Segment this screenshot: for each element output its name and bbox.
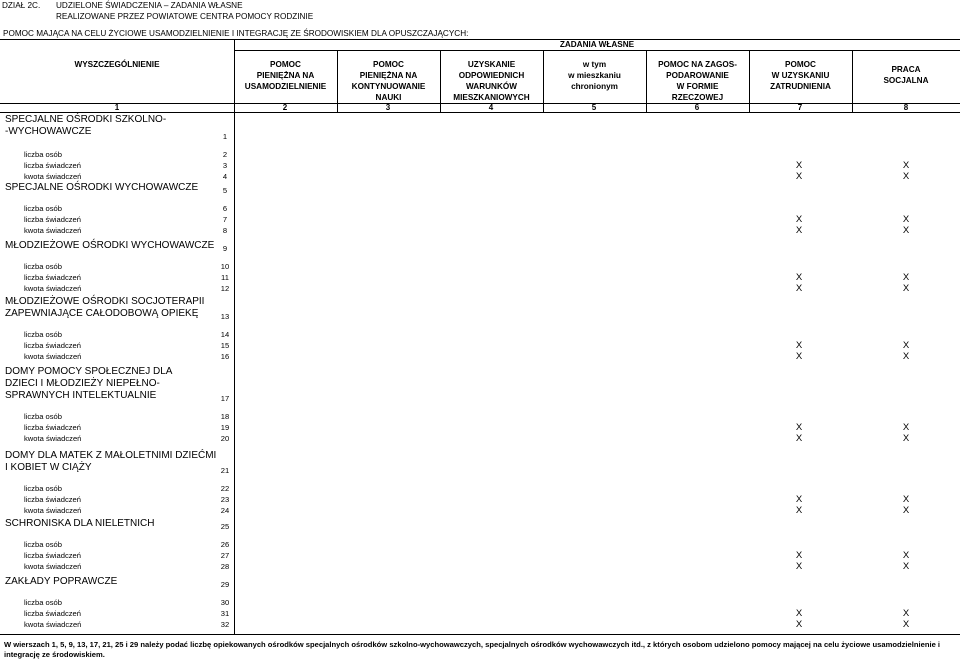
- sub-row-label: liczba świadczeń: [24, 551, 81, 560]
- x-mark: X: [795, 340, 803, 351]
- row-number: 8: [222, 226, 228, 235]
- footnote: W wierszach 1, 5, 9, 13, 17, 21, 25 i 29 należy podać liczbę opiekowanych ośrodków specjalnych ośrodków szkolno-wychowawczych, specjalnych ośrodków wychowawczych itd., z których osobom udzielono pomocy mającej na celu życiowe usamodzielnienie i integrację ze środowiskiem.: [4, 640, 941, 659]
- row-number: 1: [222, 132, 228, 141]
- category-label: SCHRONISKA DLA NIELETNICH: [5, 518, 155, 529]
- col-header-7: PRACA SOCJALNA: [883, 65, 929, 85]
- sub-row-label: kwota świadczeń: [24, 434, 82, 443]
- x-mark: X: [902, 619, 910, 630]
- x-mark: X: [795, 505, 803, 516]
- x-mark: X: [902, 608, 910, 619]
- col-header-6: POMOC W UZYSKANIU ZATRUDNIENIA: [770, 60, 831, 91]
- sub-row-label: kwota świadczeń: [24, 226, 82, 235]
- sub-row-label: liczba świadczeń: [24, 423, 81, 432]
- x-mark: X: [902, 340, 910, 351]
- sub-row-label: liczba osób: [24, 204, 62, 213]
- row-number: 10: [220, 262, 230, 271]
- x-mark: X: [902, 422, 910, 433]
- row-number: 29: [220, 580, 230, 589]
- row-number: 28: [220, 562, 230, 571]
- x-mark: X: [795, 214, 803, 225]
- row-number: 19: [220, 423, 230, 432]
- sub-row-label: liczba osób: [24, 412, 62, 421]
- col-header-1: POMOC PIENIĘŻNA NA USAMODZIELNIENIE: [244, 60, 327, 91]
- sub-row-label: liczba osób: [24, 598, 62, 607]
- x-mark: X: [795, 433, 803, 444]
- row-number: 9: [222, 244, 228, 253]
- section-title: UDZIELONE ŚWIADCZENIA – ZADANIA WŁASNE: [56, 1, 243, 10]
- x-mark: X: [795, 225, 803, 236]
- sub-row-label: kwota świadczeń: [24, 562, 82, 571]
- table-intro: POMOC MAJĄCA NA CELU ŻYCIOWE USAMODZIELNIENIE I INTEGRACJĘ ZE ŚRODOWISKIEM DLA OPUSZCZAJĄCYCH:: [3, 29, 469, 38]
- category-label: MŁODZIEŻOWE OŚRODKI SOCJOTERAPII ZAPEWNIAJĄCE CAŁODOBOWĄ OPIEKĘ: [5, 296, 205, 319]
- sub-row-label: liczba osób: [24, 540, 62, 549]
- row-number: 23: [220, 495, 230, 504]
- corner-header: WYSZCZEGÓLNIENIE: [74, 60, 160, 69]
- sub-row-label: liczba świadczeń: [24, 341, 81, 350]
- col-header-4: w tym w mieszkaniu chronionym: [568, 60, 621, 91]
- category-label: DOMY POMOCY SPOŁECZNEJ DLA DZIECI I MŁODZIEŻY NIEPEŁNO- SPRAWNYCH INTELEKTUALNIE: [5, 366, 173, 401]
- x-mark: X: [902, 561, 910, 572]
- row-number: 11: [221, 273, 229, 282]
- x-mark: X: [902, 171, 910, 182]
- row-number: 25: [220, 522, 230, 531]
- col-number-7: 7: [797, 103, 803, 112]
- row-number: 12: [220, 284, 230, 293]
- sub-row-label: kwota świadczeń: [24, 284, 82, 293]
- row-number: 22: [220, 484, 230, 493]
- row-number: 31: [220, 609, 230, 618]
- col-number-2: 2: [282, 103, 288, 112]
- row-number: 3: [222, 161, 228, 170]
- col-number-1: 1: [114, 103, 120, 112]
- x-mark: X: [902, 351, 910, 362]
- category-label: DOMY DLA MATEK Z MAŁOLETNIMI DZIEĆMI I KOBIET W CIĄŻY: [5, 450, 217, 473]
- section-number: DZIAŁ 2C.: [2, 1, 41, 10]
- category-label: SPECJALNE OŚRODKI SZKOLNO- -WYCHOWAWCZE: [5, 114, 167, 137]
- row-number: 16: [220, 352, 230, 361]
- col-number-6: 6: [694, 103, 700, 112]
- x-mark: X: [902, 433, 910, 444]
- x-mark: X: [902, 214, 910, 225]
- col-number-8: 8: [903, 103, 909, 112]
- col-header-3: UZYSKANIE ODPOWIEDNICH WARUNKÓW MIESZKANIOWYCH: [453, 60, 530, 102]
- row-number: 2: [222, 150, 228, 159]
- x-mark: X: [795, 272, 803, 283]
- x-mark: X: [902, 272, 910, 283]
- x-mark: X: [902, 550, 910, 561]
- row-number: 4: [222, 172, 228, 181]
- x-mark: X: [902, 505, 910, 516]
- sub-row-label: liczba osób: [24, 330, 62, 339]
- category-label: ZAKŁADY POPRAWCZE: [5, 576, 118, 587]
- x-mark: X: [795, 283, 803, 294]
- col-number-4: 4: [488, 103, 494, 112]
- x-mark: X: [902, 160, 910, 171]
- sub-row-label: liczba osób: [24, 262, 62, 271]
- row-number: 20: [220, 434, 230, 443]
- x-mark: X: [795, 550, 803, 561]
- x-mark: X: [795, 561, 803, 572]
- x-mark: X: [795, 171, 803, 182]
- sub-row-label: liczba świadczeń: [24, 273, 81, 282]
- row-number: 6: [222, 204, 228, 213]
- category-label: SPECJALNE OŚRODKI WYCHOWAWCZE: [5, 182, 199, 193]
- x-mark: X: [795, 351, 803, 362]
- sub-row-label: liczba osób: [24, 484, 62, 493]
- sub-row-label: liczba świadczeń: [24, 495, 81, 504]
- sub-row-label: kwota świadczeń: [24, 172, 82, 181]
- x-mark: X: [795, 160, 803, 171]
- col-header-5: POMOC NA ZAGOS- PODAROWANIE W FORMIE RZECZOWEJ: [658, 60, 737, 102]
- group-header: ZADANIA WŁASNE: [559, 40, 635, 49]
- x-mark: X: [902, 494, 910, 505]
- row-number: 14: [220, 330, 230, 339]
- section-subtitle: REALIZOWANE PRZEZ POWIATOWE CENTRA POMOCY RODZINIE: [56, 12, 314, 21]
- sub-row-label: liczba osób: [24, 150, 62, 159]
- sub-row-label: liczba świadczeń: [24, 161, 81, 170]
- sub-row-label: kwota świadczeń: [24, 352, 82, 361]
- row-number: 24: [220, 506, 230, 515]
- sub-row-label: kwota świadczeń: [24, 620, 82, 629]
- col-number-3: 3: [385, 103, 391, 112]
- x-mark: X: [795, 422, 803, 433]
- row-number: 27: [220, 551, 230, 560]
- col-number-5: 5: [591, 103, 597, 112]
- row-number: 7: [222, 215, 228, 224]
- row-number: 15: [220, 341, 230, 350]
- sub-row-label: kwota świadczeń: [24, 506, 82, 515]
- row-number: 17: [220, 394, 230, 403]
- row-number: 21: [220, 466, 230, 475]
- row-number: 30: [220, 598, 230, 607]
- category-label: MŁODZIEŻOWE OŚRODKI WYCHOWAWCZE: [5, 240, 215, 251]
- section-label: [2, 1, 40, 10]
- row-number: 26: [220, 540, 230, 549]
- row-number: 5: [222, 186, 228, 195]
- sub-row-label: liczba świadczeń: [24, 215, 81, 224]
- x-mark: X: [795, 608, 803, 619]
- x-mark: X: [902, 225, 910, 236]
- row-number: 32: [220, 620, 230, 629]
- x-mark: X: [902, 283, 910, 294]
- x-mark: X: [795, 494, 803, 505]
- row-number: 18: [220, 412, 230, 421]
- sub-row-label: liczba świadczeń: [24, 609, 81, 618]
- x-mark: X: [795, 619, 803, 630]
- row-number: 13: [220, 312, 230, 321]
- col-header-2: POMOC PIENIĘŻNA NA KONTYNUOWANIE NAUKI: [351, 60, 426, 102]
